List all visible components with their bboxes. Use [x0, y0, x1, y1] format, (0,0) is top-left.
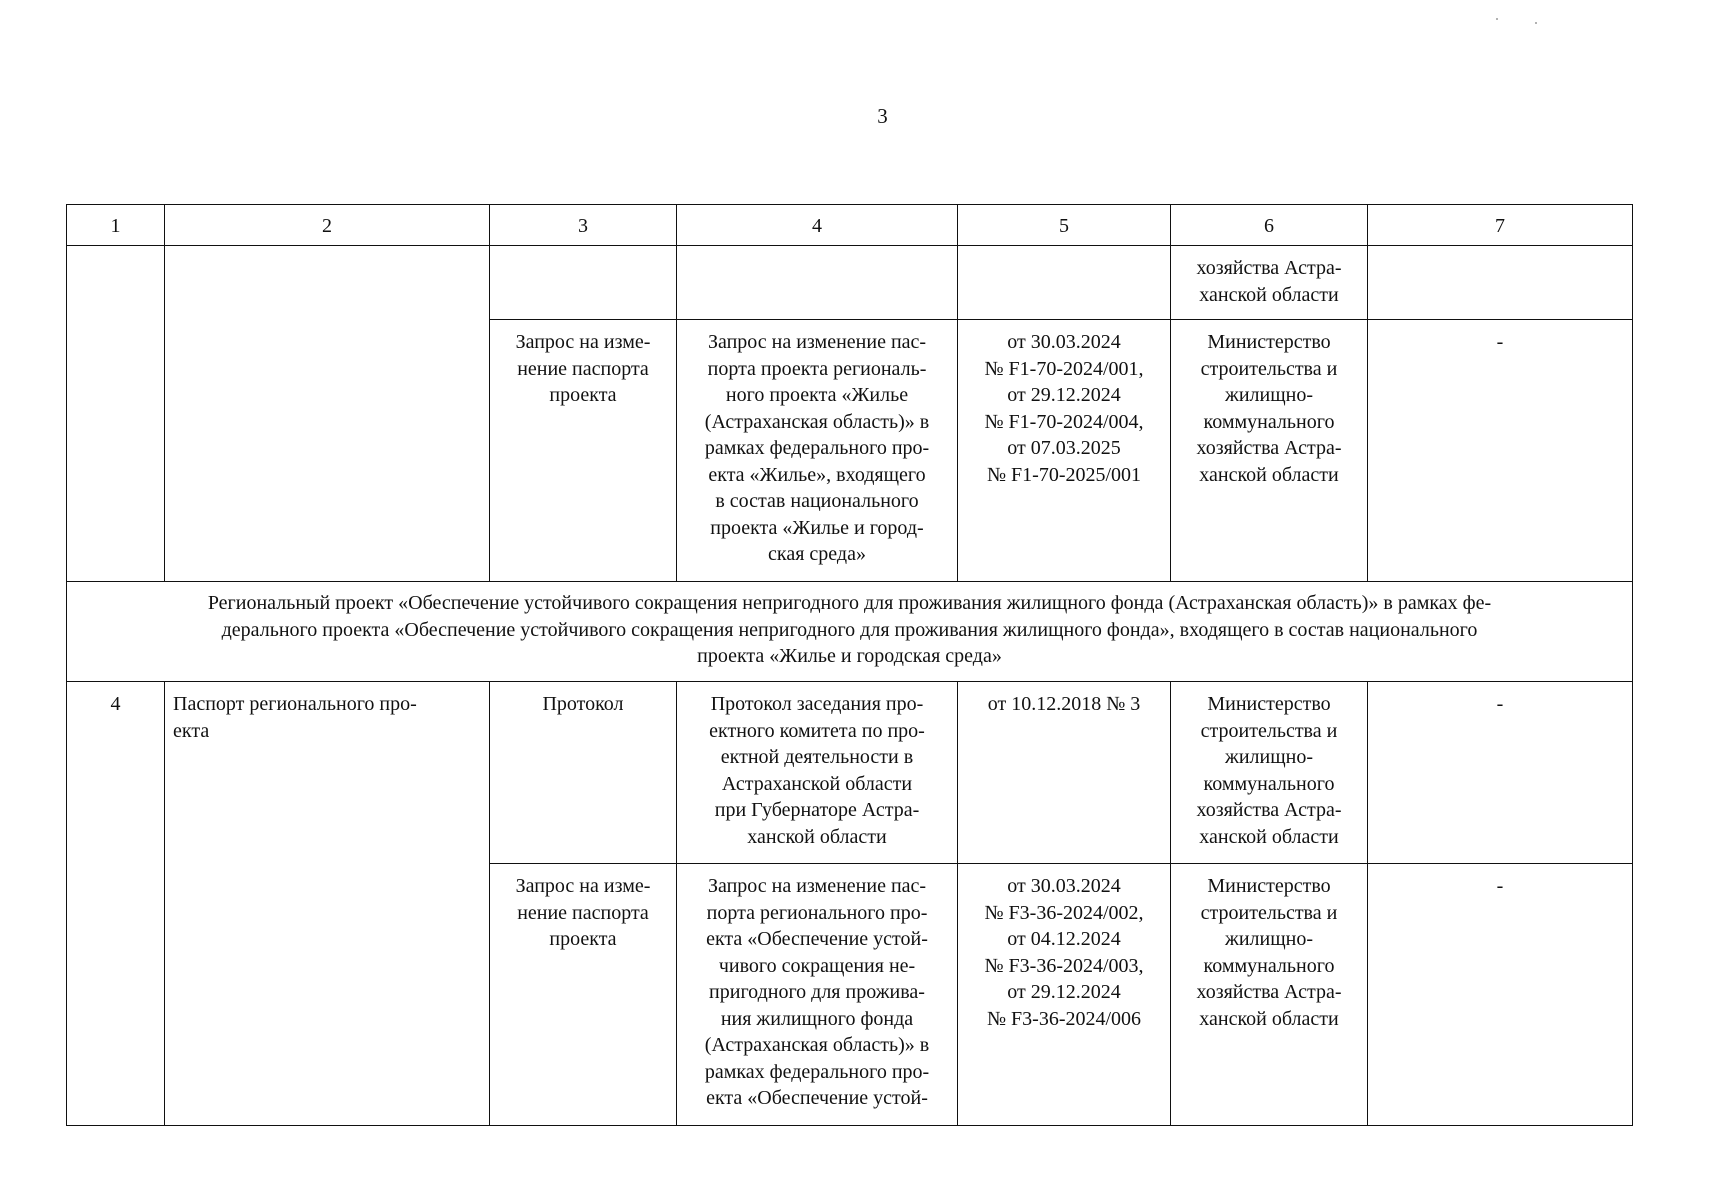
issuer-cell: Министерство строительства и жилищно- коммунального хозяйства Астра- ханской области [1171, 320, 1368, 582]
document-name-cell: Запрос на изменение пас- порта проекта региональ- ного проекта «Жилье (Астраханская область)» в рамках федерального про- екта «Жилье», входящего в состав национального проекта «Жилье и город- ская среда» [677, 320, 958, 582]
column-header: 4 [677, 205, 958, 246]
issuer-cell: Министерство строительства и жилищно- коммунального хозяйства Астра- ханской области [1171, 682, 1368, 864]
section-heading: Региональный проект «Обеспечение устойчивого сокращения непригодного для проживания жилищного фонда (Астраханская область)» в рамках фе- дерального проекта «Обеспечение устойчивого сокращения непригодного для проживания жилищного фонда», входящего в состав национального проекта «Жилье и городская среда» [67, 582, 1633, 682]
document-details-cell: от 10.12.2018 № 3 [958, 682, 1171, 864]
column-header: 6 [1171, 205, 1368, 246]
scan-speck [1535, 22, 1537, 24]
document-type-cell: Запрос на изме- нение паспорта проекта [490, 320, 677, 582]
note-cell: - [1368, 682, 1633, 864]
document-details-cell: от 30.03.2024 № F3-36-2024/002, от 04.12.2024 № F3-36-2024/003, от 29.12.2024 № F3-36-2024/006 [958, 864, 1171, 1126]
section-row [67, 582, 1633, 682]
document-title-cell: Паспорт регионального про- екта [165, 682, 490, 1126]
column-header: 3 [490, 205, 677, 246]
document-name-cell: Протокол заседания про- ектного комитета по про- ектной деятельности в Астраханской области при Губернаторе Астра- ханской области [677, 682, 958, 864]
issuer-cell: Министерство строительства и жилищно- коммунального хозяйства Астра- ханской области [1171, 864, 1368, 1126]
table-row [67, 246, 1633, 320]
page-number: 3 [877, 104, 888, 128]
table-cell [490, 246, 677, 320]
scan-speck [1496, 18, 1498, 20]
document-type-cell: Протокол [490, 682, 677, 864]
table-cell [67, 246, 165, 582]
note-cell: - [1368, 320, 1633, 582]
document-type-cell: Запрос на изме- нение паспорта проекта [490, 864, 677, 1126]
note-cell: - [1368, 864, 1633, 1126]
column-header: 2 [165, 205, 490, 246]
table-cell [165, 246, 490, 582]
column-header: 1 [67, 205, 165, 246]
table-row [67, 682, 1633, 864]
column-header: 5 [958, 205, 1171, 246]
table-cell: хозяйства Астра- ханской области [1171, 246, 1368, 320]
registry-table [66, 204, 1633, 1126]
table-cell [677, 246, 958, 320]
document-name-cell: Запрос на изменение пас- порта регионального про- екта «Обеспечение устой- чивого сокращения не- пригодного для прожива- ния жилищного фонда (Астраханская область)» в рамках федерального про- екта «Обеспечение устой- [677, 864, 958, 1126]
table-cell [1368, 246, 1633, 320]
document-details-cell: от 30.03.2024 № F1-70-2024/001, от 29.12.2024 № F1-70-2024/004, от 07.03.2025 № F1-70-2025/001 [958, 320, 1171, 582]
column-header: 7 [1368, 205, 1633, 246]
table-cell [958, 246, 1171, 320]
row-number-cell: 4 [67, 682, 165, 1126]
table-header-row [67, 205, 1633, 246]
